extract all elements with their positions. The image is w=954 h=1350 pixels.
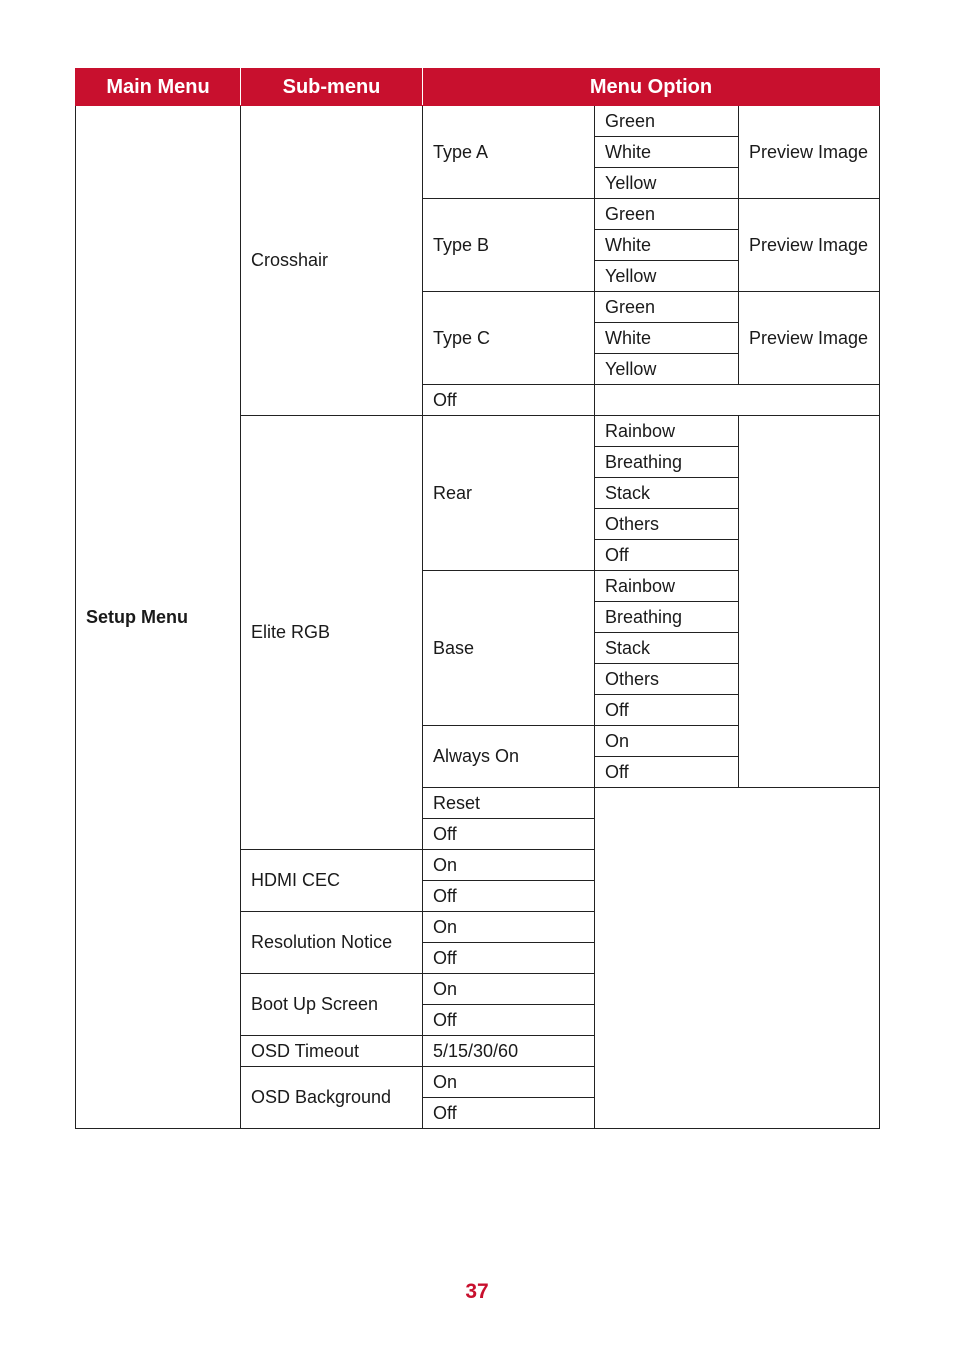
type-c-color-yellow: Yellow bbox=[595, 354, 739, 385]
always-on-on: On bbox=[595, 726, 739, 757]
option-rear: Rear bbox=[423, 416, 595, 571]
submenu-osd-timeout: OSD Timeout bbox=[241, 1036, 423, 1067]
resolution-notice-off: Off bbox=[423, 943, 595, 974]
base-breathing: Breathing bbox=[595, 602, 739, 633]
type-b-color-green: Green bbox=[595, 199, 739, 230]
submenu-hdmi-cec: HDMI CEC bbox=[241, 850, 423, 912]
base-stack: Stack bbox=[595, 633, 739, 664]
rear-stack: Stack bbox=[595, 478, 739, 509]
table-header-row bbox=[76, 69, 880, 106]
option-always-on: Always On bbox=[423, 726, 595, 788]
type-b-color-white: White bbox=[595, 230, 739, 261]
osd-background-off: Off bbox=[423, 1098, 595, 1129]
hdmi-cec-off: Off bbox=[423, 881, 595, 912]
type-c-preview: Preview Image bbox=[739, 292, 880, 385]
type-a-color-yellow: Yellow bbox=[595, 168, 739, 199]
empty-cell bbox=[595, 385, 880, 416]
osd-timeout-value: 5/15/30/60 bbox=[423, 1036, 595, 1067]
elite-rgb-off: Off bbox=[423, 819, 595, 850]
empty-cell bbox=[595, 788, 880, 1129]
base-others: Others bbox=[595, 664, 739, 695]
type-c-color-green: Green bbox=[595, 292, 739, 323]
crosshair-off: Off bbox=[423, 385, 595, 416]
base-rainbow: Rainbow bbox=[595, 571, 739, 602]
type-a-color-white: White bbox=[595, 137, 739, 168]
submenu-osd-background: OSD Background bbox=[241, 1067, 423, 1129]
hdmi-cec-on: On bbox=[423, 850, 595, 881]
rear-breathing: Breathing bbox=[595, 447, 739, 478]
option-type-c: Type C bbox=[423, 292, 595, 385]
submenu-elite-rgb: Elite RGB bbox=[241, 416, 423, 850]
table-row bbox=[76, 106, 880, 137]
base-off: Off bbox=[595, 695, 739, 726]
boot-up-screen-on: On bbox=[423, 974, 595, 1005]
header-sub-menu: Sub-menu bbox=[241, 69, 423, 106]
main-menu-cell: Setup Menu bbox=[76, 106, 241, 1129]
rear-rainbow: Rainbow bbox=[595, 416, 739, 447]
submenu-resolution-notice: Resolution Notice bbox=[241, 912, 423, 974]
rear-others: Others bbox=[595, 509, 739, 540]
submenu-crosshair: Crosshair bbox=[241, 106, 423, 416]
type-b-preview: Preview Image bbox=[739, 199, 880, 292]
option-type-a: Type A bbox=[423, 106, 595, 199]
header-menu-option: Menu Option bbox=[423, 69, 880, 106]
submenu-boot-up-screen: Boot Up Screen bbox=[241, 974, 423, 1036]
rear-off: Off bbox=[595, 540, 739, 571]
resolution-notice-on: On bbox=[423, 912, 595, 943]
page-number: 37 bbox=[465, 1280, 489, 1303]
type-b-color-yellow: Yellow bbox=[595, 261, 739, 292]
empty-cell bbox=[739, 416, 880, 788]
option-reset: Reset bbox=[423, 788, 595, 819]
type-c-color-white: White bbox=[595, 323, 739, 354]
osd-background-on: On bbox=[423, 1067, 595, 1098]
boot-up-screen-off: Off bbox=[423, 1005, 595, 1036]
header-main-menu: Main Menu bbox=[76, 69, 241, 106]
option-type-b: Type B bbox=[423, 199, 595, 292]
option-base: Base bbox=[423, 571, 595, 726]
always-on-off: Off bbox=[595, 757, 739, 788]
type-a-preview: Preview Image bbox=[739, 106, 880, 199]
setup-menu-table bbox=[75, 68, 880, 1129]
type-a-color-green: Green bbox=[595, 106, 739, 137]
